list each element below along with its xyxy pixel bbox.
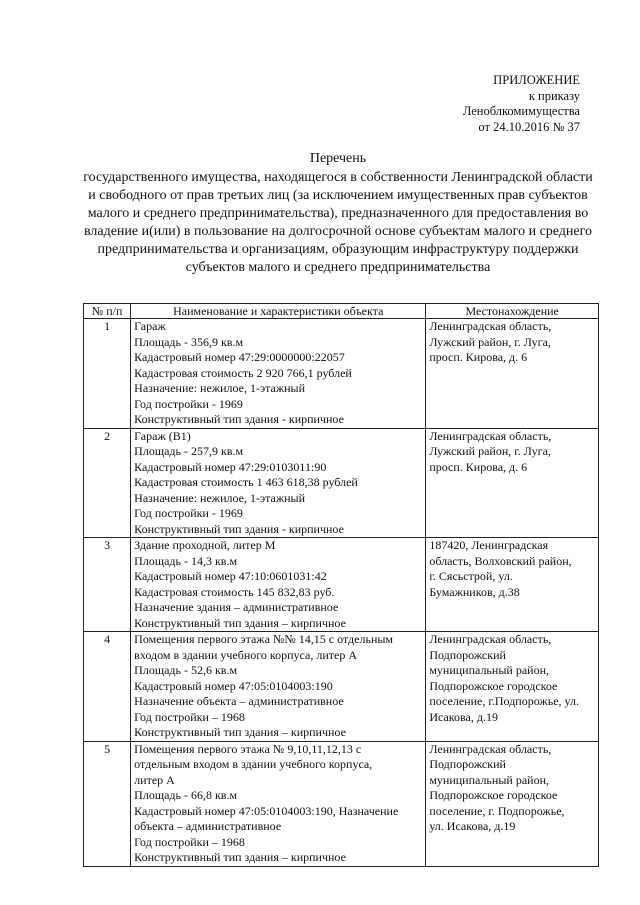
location-line: Подпорожское городское (429, 678, 558, 693)
row-number: 5 (84, 741, 131, 866)
row-description (131, 538, 426, 632)
row-number: 1 (84, 319, 131, 429)
description-line: отдельным входом в здании учебного корпуса, (134, 757, 373, 771)
description-line: Гараж (В1) (134, 428, 191, 443)
description-line: Кадастровый номер 47:10:0601031:42 (134, 569, 327, 583)
description-line: Конструктивный тип здания – кирпичное (134, 725, 346, 739)
description-line: Кадастровая стоимость 2 920 766,1 рублей (134, 365, 352, 380)
location-line: просп. Кирова, д. 6 (429, 350, 528, 364)
location-line: г. Сясьстрой, ул. (429, 569, 513, 583)
description-line: Год постройки – 1968 (134, 834, 245, 849)
location-line: поселение, г. Подпорожье, (429, 803, 565, 818)
location-line: Исакова, д.19 (429, 709, 498, 724)
location-line: ул. Исакова, д.19 (429, 819, 516, 833)
title-heading: Перечень (309, 151, 367, 166)
row-location (426, 319, 599, 429)
description-line: Кадастровый номер 47:05:0104003:190 (134, 678, 333, 693)
description-line: Помещения первого этажа №№ 14,15 с отдельным (134, 632, 394, 646)
row-number: 3 (84, 538, 131, 632)
row-description (131, 319, 426, 429)
description-line: Площадь - 356,9 кв.м (134, 334, 244, 349)
description-line: Кадастровая стоимость 145 832,83 руб. (134, 584, 335, 599)
description-line: объекта – административное (134, 819, 282, 833)
location-line: область, Волховский район, (429, 553, 572, 568)
row-number: 2 (84, 428, 131, 538)
description-line: входом в здании учебного корпуса, литер А (134, 647, 357, 662)
description-line: Назначение здания – административное (134, 600, 339, 614)
location-line: муниципальный район, (429, 663, 549, 677)
row-description (131, 428, 426, 538)
description-line: Конструктивный тип здания – кирпичное (134, 615, 346, 630)
location-line: Подпорожский (429, 647, 506, 662)
location-line: 187420, Ленинградская (429, 538, 549, 552)
description-line: Площадь - 52,6 кв.м (134, 663, 238, 677)
description-line: Кадастровый номер 47:29:0103011:90 (134, 459, 327, 474)
row-location (426, 632, 599, 742)
description-line: Площадь - 14,3 кв.м (134, 553, 238, 568)
description-line: Год постройки - 1969 (134, 506, 243, 520)
row-location (426, 741, 599, 866)
location-line: Ленинградская область, (429, 741, 552, 756)
location-line: Бумажников, д.38 (429, 584, 520, 599)
table-row (84, 319, 599, 429)
header-number: № п/п (84, 304, 131, 319)
description-line: Конструктивный тип здания – кирпичное (134, 850, 346, 864)
description-line: Конструктивный тип здания - кирпичное (134, 521, 344, 536)
description-line: Здание проходной, литер М (134, 538, 276, 552)
location-line: Ленинградская область, (429, 428, 552, 443)
property-table (83, 303, 599, 867)
description-line: Назначение объекта – административное (134, 694, 344, 708)
location-line: муниципальный район, (429, 772, 549, 787)
table-header-row (84, 304, 599, 319)
row-number: 4 (84, 632, 131, 742)
location-line: Ленинградская область, (429, 632, 552, 646)
title-body: государственного имущества, находящегося в собственности Ленинградской области и свободного от прав третьих лиц (за исключением имущественных прав субъектов малого и среднего предпринимательства), предназначенного для предоставления во владение и(или) в пользование на долгосрочной основе субъектам малого и среднего предпринимательства и организациям, образующим инфраструктуру поддержки субъектов малого и среднего предпринимательства (83, 170, 593, 275)
row-description (131, 632, 426, 742)
header-description: Наименование и характеристики объекта (131, 304, 426, 319)
description-line: литер А (134, 772, 175, 787)
table-row (84, 632, 599, 742)
table-row (84, 741, 599, 866)
location-line: поселение, г.Подпорожье, ул. (429, 694, 579, 708)
appendix-line-committee: Леноблкомимущества (462, 104, 580, 118)
row-location (426, 538, 599, 632)
description-line: Гараж (134, 319, 166, 333)
row-location (426, 428, 599, 538)
location-line: Подпорожский (429, 757, 506, 771)
location-line: Ленинградская область, (429, 319, 552, 333)
description-line: Площадь - 66,8 кв.м (134, 788, 238, 802)
row-description (131, 741, 426, 866)
description-line: Помещения первого этажа № 9,10,11,12,13 с (134, 741, 362, 756)
header-location: Местонахождение (426, 304, 599, 319)
location-line: Лужский район, г. Луга, (429, 334, 551, 349)
table-body (84, 319, 599, 867)
description-line: Конструктивный тип здания - кирпичное (134, 412, 344, 426)
appendix-line-date: от 24.10.2016 № 37 (478, 119, 580, 134)
description-line: Назначение: нежилое, 1-этажный (134, 490, 306, 505)
description-line: Кадастровый номер 47:29:0000000:22057 (134, 350, 345, 364)
description-line: Назначение: нежилое, 1-этажный (134, 381, 306, 395)
table-row (84, 428, 599, 538)
table-row (84, 538, 599, 632)
description-line: Год постройки - 1969 (134, 396, 243, 411)
location-line: просп. Кирова, д. 6 (429, 459, 528, 474)
appendix-block (380, 73, 580, 135)
description-line: Площадь - 257,9 кв.м (134, 444, 244, 458)
appendix-label: ПРИЛОЖЕНИЕ (493, 73, 580, 87)
description-line: Кадастровая стоимость 1 463 618,38 рублей (134, 475, 358, 489)
document-title (78, 150, 598, 277)
location-line: Лужский район, г. Луга, (429, 444, 551, 458)
description-line: Кадастровый номер 47:05:0104003:190, Назначение (134, 803, 399, 818)
appendix-line-order: к приказу (528, 88, 580, 103)
description-line: Год постройки – 1968 (134, 709, 245, 724)
location-line: Подпорожское городское (429, 788, 558, 802)
